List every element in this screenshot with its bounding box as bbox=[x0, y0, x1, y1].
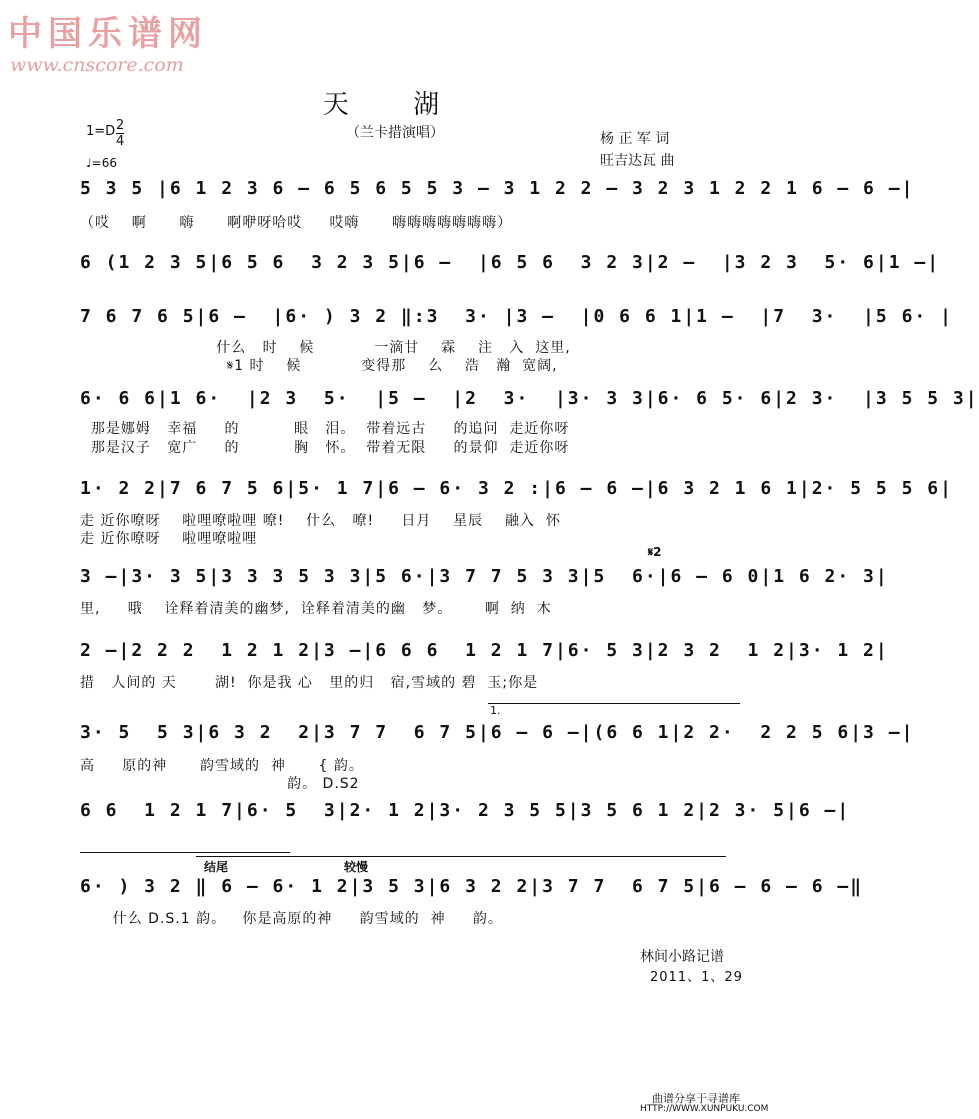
system-10-notes: 6· ) 3 2 ‖ 6 – 6· 1 2|3 5 3|6 3 2 2|3 7 7 6 7 5|6 – 6 – 6 –‖ bbox=[80, 876, 864, 897]
system-8-lyrics-2: 韵。 D.S2 bbox=[80, 776, 360, 792]
system-4-lyrics-2: 那是汉子 宽广 的 胸 怀。 带着无限 的景仰 走近你呀 bbox=[80, 440, 570, 456]
coda-label: 结尾 bbox=[204, 860, 229, 874]
system-5-lyrics-1: 走 近你嘹呀 啦哩嘹啦哩 嘹! 什么 嘹! 日月 星辰 融入 怀 bbox=[80, 513, 561, 529]
composer: 旺吉达瓦 曲 bbox=[600, 153, 675, 169]
time-signature bbox=[116, 118, 124, 149]
watermark-url: www.cnscore.com bbox=[10, 54, 184, 76]
footer-share-text: 曲谱分享于寻谱库 bbox=[652, 1092, 740, 1105]
segno-2: 𝄋2 bbox=[648, 545, 662, 559]
system-9-notes: 6 6 1 2 1 7|6· 5 3|2· 1 2|3· 2 3 5 5|3 5 6 1 2|2 3· 5|6 –| bbox=[80, 800, 851, 821]
tempo-mark: ♩=66 bbox=[86, 156, 117, 170]
system-10-lyrics: 什么 D.S.1 韵。 你是高原的神 韵雪域的 神 韵。 bbox=[80, 911, 503, 927]
coda-bracket bbox=[196, 856, 726, 857]
volta-bracket bbox=[488, 703, 740, 704]
system-1-notes: 5 3 5 |6 1 2 3 6 – 6 5 6 5 5 3 – 3 1 2 2 – 3 2 3 1 2 2 1 6 – 6 –| bbox=[80, 178, 915, 199]
system-7-lyrics: 措 人间的 天 湖! 你是我 心 里的归 宿,雪域的 碧 玉;你是 bbox=[80, 675, 539, 691]
lyricist: 杨 正 军 词 bbox=[600, 131, 670, 147]
system-5-notes: 1· 2 2|7 6 7 5 6|5· 1 7|6 – 6· 3 2 :|6 – 6 –|6 3 2 1 6 1|2· 5 5 5 6| bbox=[80, 478, 953, 499]
system-1-lyrics: （哎 啊 嗨 啊咿呀哈哎 哎嗨 嗨嗨嗨嗨嗨嗨嗨） bbox=[80, 215, 513, 231]
transcription-date: 2011、1、29 bbox=[650, 970, 743, 985]
system-6-notes: 3 –|3· 3 5|3 3 3 5 3 3|5 6·|3 7 7 5 3 3|5 6·|6 – 6 0|1 6 2· 3| bbox=[80, 566, 889, 587]
transcriber: 林间小路记谱 bbox=[640, 949, 724, 965]
system-7-notes: 2 –|2 2 2 1 2 1 2|3 –|6 6 6 1 2 1 7|6· 5 3|2 3 2 1 2|3· 1 2| bbox=[80, 640, 889, 661]
footer-url[interactable]: HTTP://WWW.XUNPUKU.COM bbox=[640, 1104, 769, 1114]
system-8-notes: 3· 5 5 3|6 3 2 2|3 7 7 6 7 5|6 – 6 –|(6 6 1|2 2· 2 2 5 6|3 –| bbox=[80, 722, 915, 743]
ending-rule-left bbox=[80, 852, 290, 853]
key-signature: 1=D bbox=[86, 124, 116, 139]
system-6-lyrics: 里, 哦 诠释着清美的幽梦, 诠释着清美的幽 梦。 啊 纳 木 bbox=[80, 601, 552, 617]
system-4-notes: 6· 6 6|1 6· |2 3 5· |5 – |2 3· |3· 3 3|6· 6 5· 6|2 3· |3 5 5 3| bbox=[80, 388, 979, 409]
system-2-notes: 6 (1 2 3 5|6 5 6 3 2 3 5|6 – |6 5 6 3 2 3|2 – |3 2 3 5· 6|1 –| bbox=[80, 252, 941, 273]
system-5-lyrics-2: 走 近你嘹呀 啦哩嘹啦哩 bbox=[80, 531, 258, 547]
system-3-notes: 7 6 7 6 5|6 – |6· ) 3 2 ‖:3 3· |3 – |0 6 6 1|1 – |7 3· |5 6· | bbox=[80, 306, 953, 327]
system-4-lyrics-1: 那是娜姆 幸福 的 眼 泪。 带着远古 的追问 走近你呀 bbox=[80, 421, 570, 437]
watermark-title: 中国乐谱网 bbox=[8, 14, 208, 54]
time-bottom: 4 bbox=[116, 134, 125, 149]
system-8-lyrics-1: 高 原的神 韵雪域的 神 { 韵。 bbox=[80, 758, 364, 774]
volta-1-label: 1. bbox=[490, 704, 501, 717]
performer: （兰卡措演唱） bbox=[346, 125, 444, 141]
song-title: 天 湖 bbox=[322, 90, 468, 120]
time-top: 2 bbox=[116, 118, 125, 133]
slower-label: 较慢 bbox=[344, 860, 369, 874]
system-3-lyrics-1: 什么 时 候 一滴甘 霖 注 入 这里, bbox=[80, 340, 571, 356]
system-3-lyrics-2: 𝄋1 时 候 变得那 么 浩 瀚 宽阔, bbox=[80, 358, 558, 374]
